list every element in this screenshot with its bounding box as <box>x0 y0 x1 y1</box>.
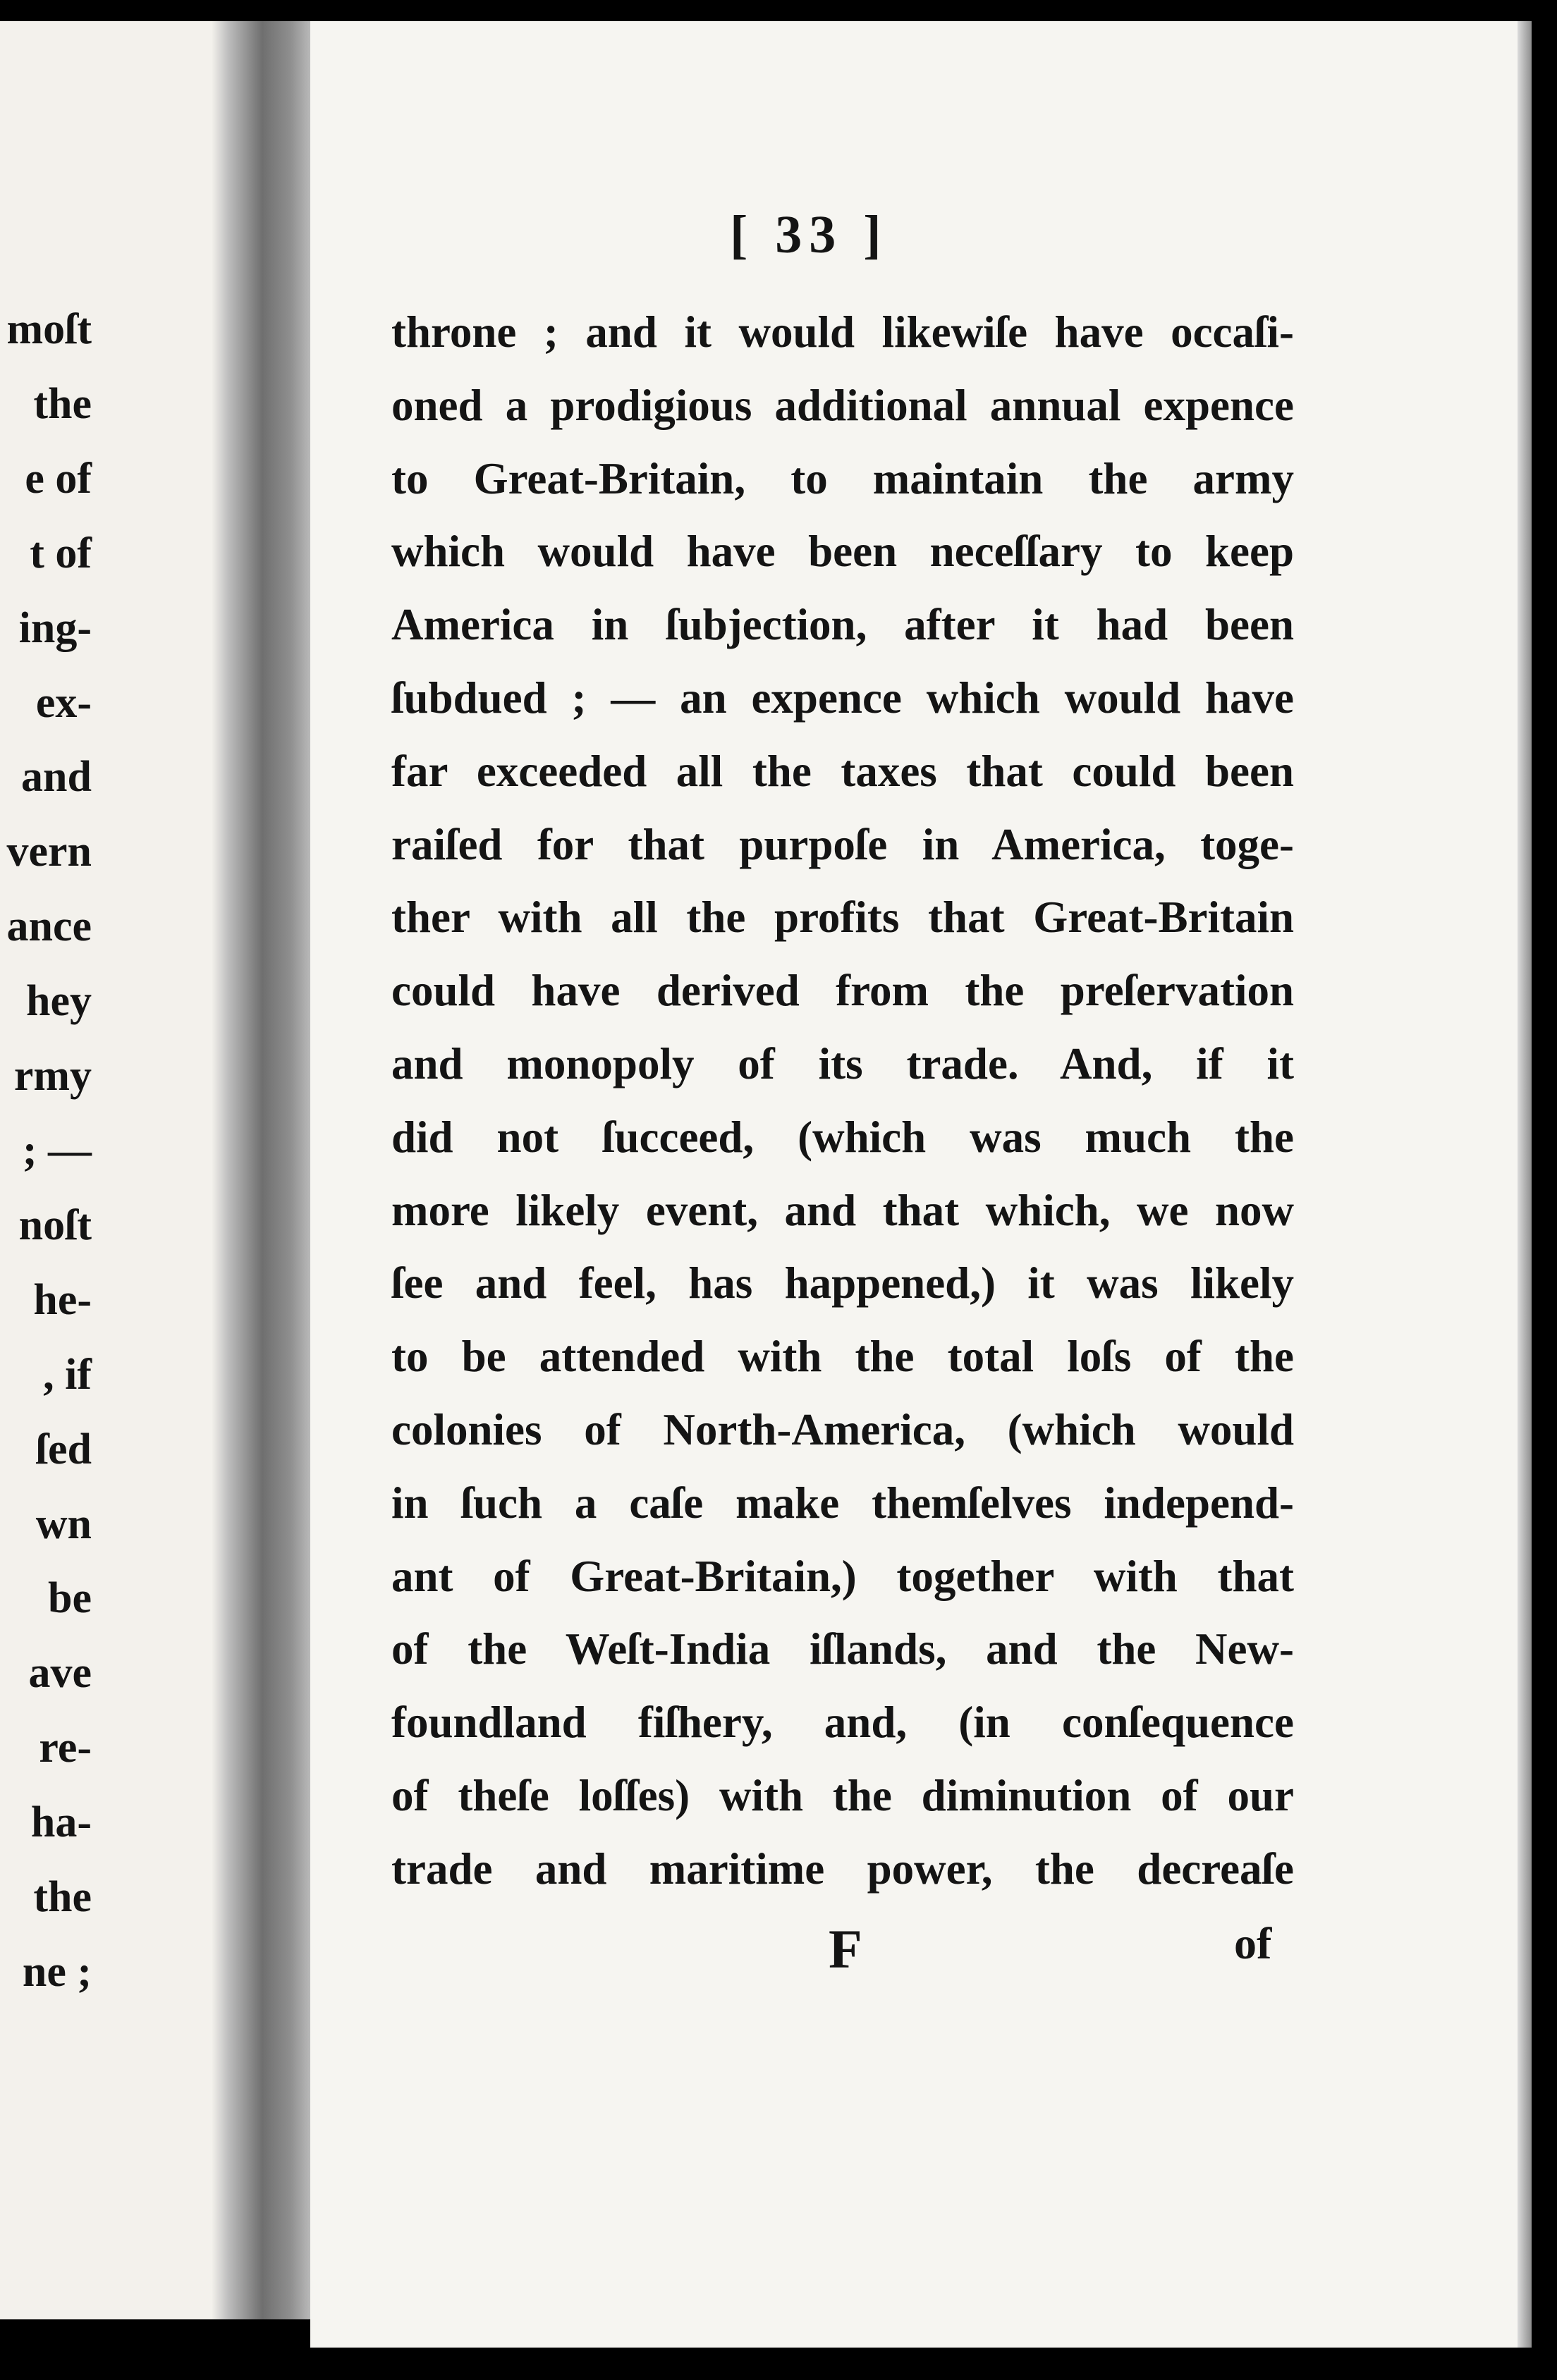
text-line: to Great-Britain, to maintain the army <box>391 453 1294 503</box>
left-fragment: ex- <box>35 678 92 727</box>
left-fragment: and <box>21 753 92 802</box>
text-line: ſubdued ; — an expence which would have <box>391 673 1294 723</box>
left-fragment: be <box>48 1574 92 1623</box>
left-fragment: re- <box>39 1724 92 1772</box>
left-fragment: he- <box>33 1275 92 1324</box>
left-fragment: ſed <box>35 1425 92 1473</box>
left-fragment: ; — <box>22 1126 92 1174</box>
text-line: could have derived from the preſervation <box>391 966 1294 1016</box>
left-fragment: ne ; <box>22 1947 92 1996</box>
text-line: oned a prodigious additional annual expence <box>391 380 1294 430</box>
text-line: raiſed for that purpoſe in America, toge- <box>391 819 1294 869</box>
catchword: of <box>1234 1918 1272 1968</box>
text-line: far exceeded all the taxes that could been <box>391 746 1294 796</box>
left-fragment: t of <box>30 529 92 577</box>
left-fragment: vern <box>6 828 92 876</box>
text-line: ſee and feel, has happened,) it was likely <box>391 1258 1294 1308</box>
text-line: ant of Great-Britain,) together with that <box>391 1551 1294 1601</box>
left-fragment: wn <box>35 1499 92 1548</box>
left-fragment: , if <box>43 1350 92 1399</box>
text-line: foundland fiſhery, and, (in conſequence <box>391 1698 1294 1748</box>
left-fragment: the <box>33 1873 92 1922</box>
page-gutter-shadow <box>212 21 324 2319</box>
left-page-text-fragments <box>0 293 92 2010</box>
page-number-header: [ 33 ] <box>730 205 889 264</box>
left-fragment: ing- <box>18 603 92 652</box>
left-fragment: the <box>33 379 92 428</box>
book-fore-edge <box>1518 21 1532 2348</box>
signature-mark: F <box>829 1918 862 1980</box>
left-fragment: ha- <box>30 1798 92 1847</box>
left-facing-page <box>0 21 233 2319</box>
left-fragment: hey <box>26 977 92 1026</box>
text-line: throne ; and it would likewiſe have occaſi- <box>391 307 1294 357</box>
left-fragment: ave <box>28 1649 92 1698</box>
text-line: of theſe loſſes) with the diminution of our <box>391 1770 1294 1820</box>
text-line: and monopoly of its trade. And, if it <box>391 1038 1294 1088</box>
text-line: ther with all the profits that Great-Britain <box>391 892 1294 943</box>
text-line: to be attended with the total loſs of the <box>391 1332 1294 1382</box>
left-fragment: noſt <box>18 1201 92 1249</box>
text-line: did not ſucceed, (which was much the <box>391 1112 1294 1162</box>
text-line: America in ſubjection, after it had been <box>391 600 1294 650</box>
left-fragment: rmy <box>13 1052 92 1100</box>
left-fragment: e of <box>25 454 92 503</box>
text-line: which would have been neceſſary to keep <box>391 527 1294 577</box>
body-text <box>391 296 1294 1906</box>
text-line: trade and maritime power, the decreaſe <box>391 1844 1294 1894</box>
text-line: colonies of North-America, (which would <box>391 1404 1294 1454</box>
text-line: more likely event, and that which, we now <box>391 1185 1294 1235</box>
left-fragment: ance <box>6 902 92 951</box>
left-fragment: moſt <box>6 305 92 353</box>
text-line: in ſuch a caſe make themſelves independ- <box>391 1478 1294 1528</box>
text-line: of the Weſt-India iſlands, and the New- <box>391 1624 1294 1674</box>
